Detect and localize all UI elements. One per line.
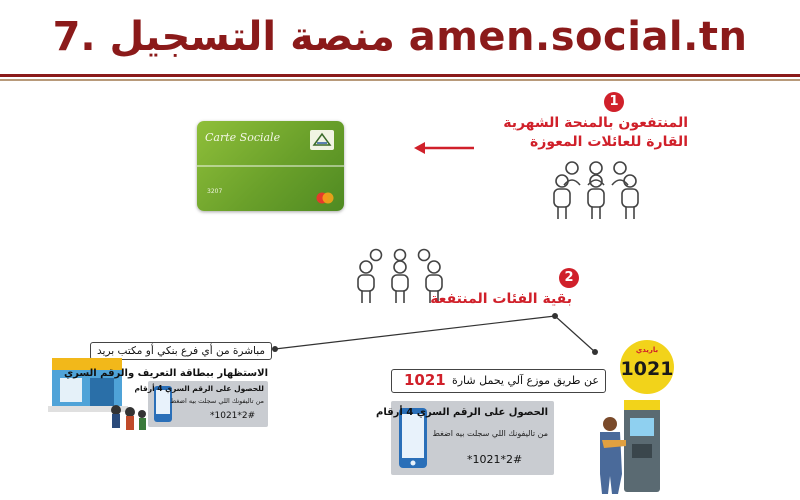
right-pin-subtitle: من تاليفونك اللي سجلت بيه اضغط <box>432 429 548 438</box>
mastercard-logo-icon <box>314 191 336 205</box>
atm-code: 1021 <box>404 371 446 389</box>
left-pin-subtitle: من تاليفونك اللي سجلت بيه اضغط <box>170 397 264 405</box>
step2-label: بقية الفئات المنتفعة <box>430 291 572 307</box>
left-bold-instruction: الاستظهار ببطاقة التعريف والرقم السري <box>63 368 268 379</box>
barid-1021-badge <box>620 340 674 394</box>
left-pin-panel <box>134 381 268 427</box>
badge-top-text: باريدي <box>635 346 659 354</box>
atm-text: عن طريق موزع آلي يحمل شارة <box>451 374 599 387</box>
left-ussd-code: *1021*2# <box>210 411 256 421</box>
social-card-image <box>197 121 344 211</box>
page-title: 7. منصة التسجيل amen.social.tn <box>52 14 748 60</box>
step1-line2: القارة للعائلات المعوزة <box>530 134 688 150</box>
people-group-icon <box>548 159 644 221</box>
step1-line1: المنتفعون بالمنحة الشهرية <box>503 115 688 131</box>
direct-branch-pill: مباشرة من أي فرع بنكي أو مكتب بريد <box>90 342 272 360</box>
kiosk-building-icon <box>38 350 148 434</box>
step2-number-badge: 2 <box>559 268 579 288</box>
atm-machine-icon <box>596 396 668 496</box>
right-ussd-code: *1021*2# <box>467 453 523 466</box>
right-pin-title: الحصول على الرقم السري 4 أرقام <box>376 407 548 418</box>
card-label: Carte Sociale <box>205 131 281 144</box>
badge-number: 1021 <box>620 358 674 380</box>
right-pin-panel <box>376 401 554 475</box>
atm-pill <box>391 369 606 393</box>
card-stripe <box>197 165 344 167</box>
step1-number-badge: 1 <box>604 92 624 112</box>
card-number: 3207 <box>207 188 223 195</box>
left-arrow-icon <box>412 140 476 156</box>
left-pin-title: للحصول على الرقم السري 4 أرقام <box>134 384 264 393</box>
step1-label <box>478 114 688 152</box>
card-brand-icon <box>309 129 335 151</box>
